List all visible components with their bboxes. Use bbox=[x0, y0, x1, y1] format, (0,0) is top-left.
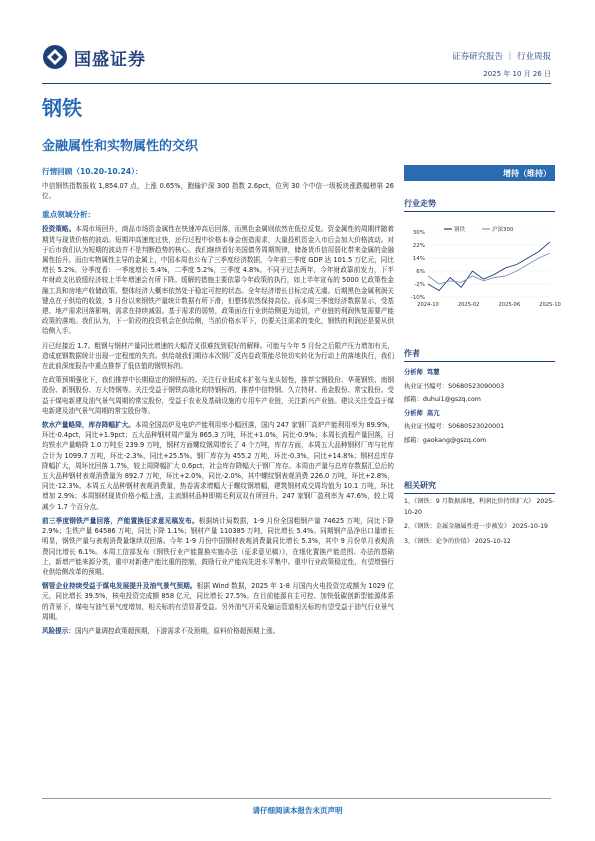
paragraph-lead: 投资策略。 bbox=[42, 225, 76, 234]
author-item bbox=[404, 407, 555, 421]
paragraph-lead: 前三季度钢铁产量回落，产能置换征求意见稿发布。 bbox=[42, 516, 199, 525]
page-title: 钢铁 bbox=[42, 96, 82, 120]
report-date: 2025 年 10 月 26 日 bbox=[483, 70, 551, 78]
paragraph-lead: 钢管企业持续受益于煤电发展提升及油气景气预期。 bbox=[42, 582, 197, 591]
review-heading: 行情回顾（10.20-10.24）： bbox=[42, 167, 143, 176]
paragraph-text: 在政策预期强化下，我们推荐中长期稳定的钢铁标的。关注行业低成本扩张与龙头韧性，推荐宝钢股份、华菱钢铁、南钢股份、新钢股份、方大特钢等。关注受益于钢铁高端化的特钢标的，推荐中信特钢、久立特材、甬金股份、常宝股份。受益于煤电新建及油气景气周期的常宝股份，受益于农业及基础设施的专用车产业链，关注新兴产业链。建议关注受益于煤电新建及油气景气周期的常宝股份等。 bbox=[42, 376, 394, 415]
body-paragraph bbox=[42, 341, 394, 372]
chart-xtick-label: 2025-02 bbox=[457, 302, 480, 308]
chart-ytick-label: -10% bbox=[410, 295, 425, 301]
paragraph-list bbox=[42, 224, 394, 636]
author-item bbox=[404, 366, 555, 380]
body-paragraph bbox=[42, 375, 394, 416]
body-paragraph bbox=[42, 516, 394, 577]
author-email[interactable]: 邮箱：gaokang@gszq.com bbox=[404, 436, 487, 444]
footer-disclaimer: 请仔细阅读本报告末页声明 bbox=[252, 806, 343, 815]
paragraph-lead: 风险提示： bbox=[42, 626, 75, 635]
related-list bbox=[404, 497, 555, 551]
body-paragraph bbox=[42, 420, 394, 512]
chart-ytick-label: 6% bbox=[416, 269, 425, 275]
paragraph-text: 根据统计局数据，1-9 月份全国粗钢产量 74625 万吨，同比下降 2.9%；生铁产量 64586 万吨，同比下降 1.1%；钢材产量 110385 万吨，同比增长 5.4%。同期钢产品净出口量增长明显，钢铁产量与表观消费量继续双回落。今年 1-9 月份中国钢材表观消费量同比增长 5.3%，其中 9 月份单月表观消费同比增长 6.1%。本周工信部发布《钢铁行业产能置换实施办法（征求意见稿）》，在细化置换产能范围、办法的基础上，新增产能来源分类，重申对新建产能比重的控制，鼓励行业产能向先进水平集中。重申行业政策稳定性，有望增强行业供给侧改革的预期。 bbox=[42, 516, 394, 576]
paragraph-text: 根据 Wind 数据，2025 年 1-8 月国内火电投资完成额为 1029 亿元，同比增长 39.5%，核电投资完成额 858 亿元，同比增长 27.5%。在目前能源自主可控、加快低碳创新型能源体系的背景下，煤电与油气景气度增加，相关标的有望显著受益。另外油气开采及输运管道相关标的有望受益于油气行业景气周期。 bbox=[42, 582, 395, 621]
related-heading: 相关研究 bbox=[404, 481, 436, 490]
review-text: 中信钢铁指数报收 1,854.07 点，上涨 0.65%，跑输沪深 300 指数 2.6pct，位列 30 个中信一级板块涨跌幅榜第 26 位。 bbox=[42, 182, 394, 201]
report-type: 证券研究报告 ｜ 行业周报 bbox=[452, 52, 551, 62]
body-paragraph bbox=[42, 224, 394, 336]
author-divider bbox=[404, 361, 555, 362]
paragraph-text: 国内产量调控政策超预期，下游需求不及预期，原料价格超预期上涨。 bbox=[74, 626, 280, 635]
chart-xtick-label: 2024-10 bbox=[417, 302, 439, 308]
trend-heading: 行业走势 bbox=[404, 199, 436, 208]
page-subtitle: 金融属性和实物属性的交织 bbox=[42, 139, 199, 154]
chart-legend-label: 沪深300 bbox=[492, 227, 514, 233]
related-item[interactable]: 1、《钢铁：9 月数据落地，利润比价持续扩大》 2025-10-20 bbox=[404, 498, 555, 516]
chart-legend-label: 钢铁 bbox=[454, 227, 466, 233]
logo-icon bbox=[42, 44, 68, 70]
rating-label: 增持（维持） bbox=[503, 169, 551, 178]
author-cert: 执业证书编号：S0680523090003 bbox=[404, 382, 505, 390]
author-role: 分析师 bbox=[404, 369, 423, 376]
body-paragraph bbox=[42, 581, 394, 622]
key-points-heading: 重点领域分析： bbox=[42, 210, 96, 220]
chart-xtick-label: 2025-06 bbox=[498, 302, 521, 308]
author-name: 高亢 bbox=[426, 409, 440, 417]
paragraph-text: 本周市场回升，商品市场资金属性在快速冲高后回落，而黑色金属则依然在低位反复。资金属性的周期伴随着期货与现货价格的波动。短期冲高速度过快，还行过程中价格本身会创造需求，大量投机资金入市后会加大价格波动。对于后市我们认为短期的波动并不是判断趋势的核心。我们继续看好美国债务周期规律，储备货币信用弱化带来金属的金融属性抬升。而由实物属性主导的金属上，中国本周也公布了三季度经济数据，今年前三季度 GDP 达 101.5 万亿元，同比增长 5.2%。分季度看：一季度增长 5.4%，二季度 5.2%，三季度 4.8%。不同于过去两年，今年财政靠前发力，下半年财政支出放缓经济较上半年增速会有所下降。缓解的措施主要依靠今年政策的执行，如上半年宣布的 5000 亿政策性金融工具和房地产收储政策。整体经济大概率依然处于稳定可控的状态。全年经济增长目标完成无虞。后期黑色金属利润关键点在于供给的收敛，5 月份以来钢铁产量统计数据有所下滑，但整体依然保持高位。而本周三季度经济数据显示，受基建、地产需求回落影响，需求在持续减弱。基于需求的弱势，政策面在行业供给侧更为迫切，产业链的利润恢复需要产能政策的落地。我们认为，下一阶段的投资机会在供给侧，当前价格水平下，仍要关注需求的变化，钢铁的利润还是要从供给侧入手。 bbox=[42, 225, 395, 336]
body-paragraph bbox=[42, 626, 394, 636]
chart-ytick-label: 30% bbox=[412, 230, 425, 236]
author-email[interactable]: 邮箱：duhui1@gszq.com bbox=[404, 396, 481, 403]
chart-xtick-label: 2025-10 bbox=[539, 302, 561, 308]
header-divider bbox=[42, 83, 551, 84]
author-role: 分析师 bbox=[404, 409, 423, 417]
trend-divider bbox=[404, 211, 555, 212]
author-list bbox=[404, 366, 555, 447]
paragraph-lead: 软水产量略降，库存降幅扩大。 bbox=[42, 421, 135, 430]
related-divider bbox=[404, 493, 555, 494]
logo-text: 国盛证券 bbox=[74, 49, 146, 70]
related-item[interactable]: 2、《钢铁：金属金融属性进一步被发》 2025-10-19 bbox=[404, 523, 548, 530]
main-content bbox=[42, 166, 394, 636]
chart-series-line bbox=[428, 253, 550, 284]
chart-series-line bbox=[428, 242, 550, 291]
chart-ytick-label: 22% bbox=[412, 243, 425, 249]
author-cert: 执业证书编号：S0680523020001 bbox=[404, 423, 505, 430]
paragraph-text: 月已经接近 1.7。粗钢与钢材产量同比增速的大幅背叉很难找到很好的解释。可能与今年 5 月份之后限产压力增加有关，造成底钢数据统计出现一定程度的失真。供给端我们期待本次钢厂反内卷政策能尽快切实转化为行动上的落地执行，我们在此前深度报告中重点推荐了低估值的钢铁标的。 bbox=[42, 341, 394, 371]
chart-ytick-label: 14% bbox=[412, 256, 425, 262]
author-heading: 作者 bbox=[404, 349, 420, 358]
paragraph-text: 本周全国高炉及电炉产能利用率小幅回落，国内 247 家钢厂高炉产能利用率为 89.9%，环比-0.4pct，同比+1.9pct；五大品种钢材周产量为 865.3 万吨，环比+1.0%，同比-0.9%；本周长流程产量回落，日均铁水产量略降 1.0 万吨至 239.9 万吨，钢材方面螺纹钢周增长了 4 个万吨，库存方面，本周五大品种钢材厂库与社库合计为 1099.7 万吨，环比-2.3%，同比+25.5%。钢厂库存为 455.2 万吨，环比-0.3%，同比+14.8%；钢材总库存降幅扩大，周环比回落 1.7%，较上周降幅扩大 0.6pct，社会库存降幅大于钢厂库存。本周由产量与总库存数据汇总后的五大品种钢材表观消费量为 892.7 万吨，环比+2.0%，同比-2.0%，其中螺纹钢表观消费 226.0 万吨，环比+2.8%，同比-12.3%。本周五大品种钢材表观消费量，热卷需求增幅大于螺纹钢增幅，建筑钢材成交周均值为 10.1 万吨，环比增加 2.9%；本周钢材现货价格小幅上涨，主流钢材品种即期毛利双双有所回升。247 家钢厂盈利率为 47.6%，较上周减少 1.7 个百分点。 bbox=[42, 421, 394, 511]
related-item[interactable]: 3、《钢铁：论争的价值》 2025-10-12 bbox=[404, 537, 511, 545]
logo bbox=[42, 42, 160, 72]
footer-divider bbox=[42, 798, 551, 799]
chart-ytick-label: -2% bbox=[414, 282, 425, 288]
trend-chart bbox=[404, 224, 561, 309]
author-name: 笃慧 bbox=[426, 369, 440, 376]
